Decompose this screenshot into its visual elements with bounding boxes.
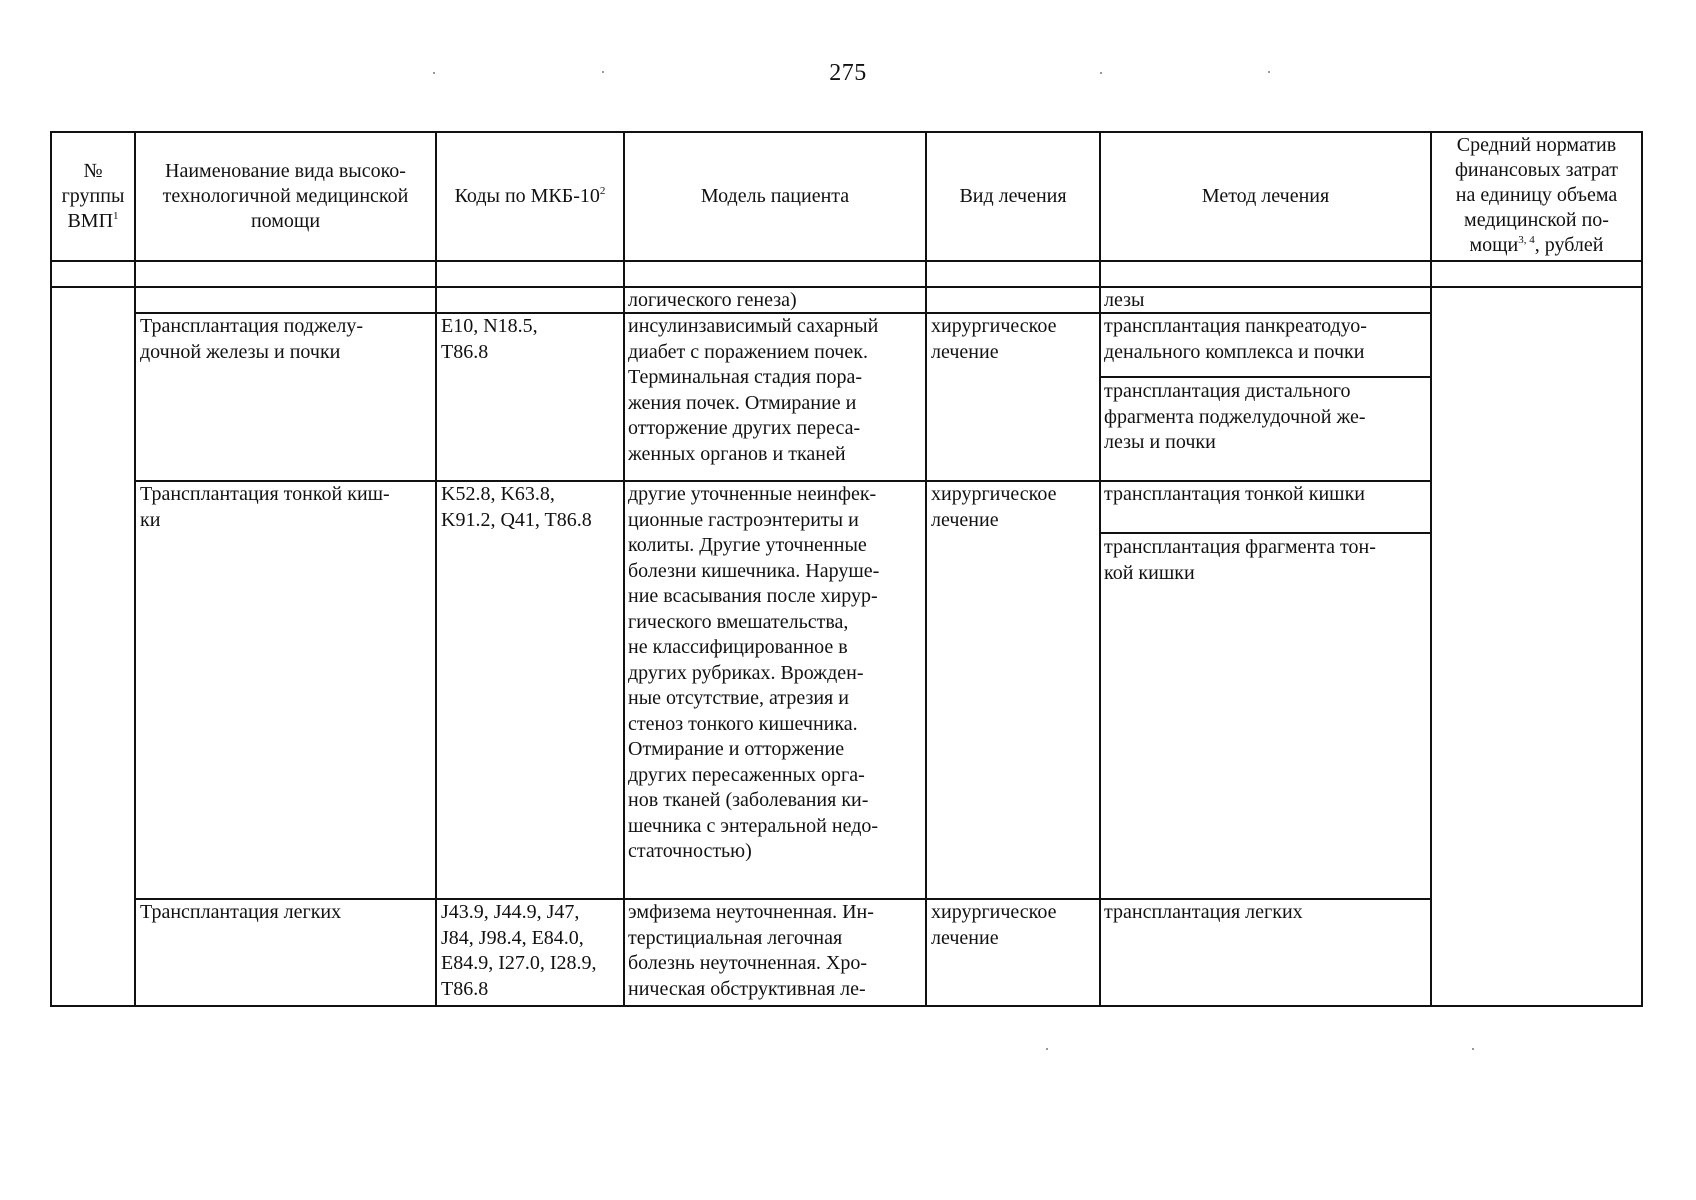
row-care-name: Трансплантация поджелу- дочной железы и почки <box>140 315 364 363</box>
row-treatment-type: хирургическое лечение <box>931 483 1057 531</box>
row-icd-codes: J43.9, J44.9, J47, J84, J98.4, E84.0, E84.9, I27.0, I28.9, T86.8 <box>441 901 597 1000</box>
table-border-right <box>1641 131 1643 1007</box>
header-care-type: Наименование вида высоко- технологичной медицинской помощи <box>162 160 409 232</box>
row-method: трансплантация тонкой кишки <box>1104 483 1365 505</box>
row-method: трансплантация фрагмента тон- кой кишки <box>1104 536 1376 584</box>
col-border <box>50 131 52 1007</box>
page-number: 275 <box>829 60 867 86</box>
header-treatment-type: Вид лечения <box>959 185 1067 207</box>
table-border-bottom <box>50 1005 1643 1007</box>
method-divider <box>1099 532 1430 534</box>
row-patient-model: эмфизема неуточненная. Ин- терстициальная легочная болезнь неуточненная. Хро- ническая обструктивная ле- <box>628 901 874 1000</box>
col-border <box>435 131 437 1007</box>
header-patient-model: Модель пациента <box>700 185 850 207</box>
row-patient-model: другие уточненные неинфек- ционные гастроэнтериты и колиты. Другие уточненные болезни кишечника. Наруше- ние всасывания после хирур- гического вмешательства, не классифицированное в других рубриках. Врожден- ные отсутствие, атрезия и стеноз тонкого кишечника. Отмирание и отторжение других пересаженных орга- нов тканей (заболевания ки- шечника с энтеральной недо- статочностью) <box>628 483 880 862</box>
row-care-name: Трансплантация тонкой киш- ки <box>140 483 390 531</box>
row-icd-codes: K52.8, K63.8, K91.2, Q41, T86.8 <box>441 483 592 531</box>
header-treatment-method: Метод лечения <box>1201 185 1330 207</box>
header-divider <box>50 260 1643 262</box>
header-cost-standard: Средний норматив финансовых затрат на единицу объема медицинской по- мощи$^{3, 4}$, рублей <box>1454 134 1619 256</box>
row-patient-model: инсулинзависимый сахарный диабет с поражением почек. Терминальная стадия пора- жения почек. Отмирание и отторжение других переса- женных органов и тканей <box>628 315 879 465</box>
header-icd-codes: Коды по МКБ-$10^2$ <box>454 185 606 207</box>
continuation-method: лезы <box>1104 289 1145 311</box>
method-divider <box>1099 376 1430 378</box>
row-treatment-type: хирургическое лечение <box>931 315 1057 363</box>
row-icd-codes: E10, N18.5, T86.8 <box>441 315 538 363</box>
continuation-model: логического генеза) <box>628 289 797 311</box>
header-group-number: № группы ВМП$^1$ <box>61 160 125 232</box>
col-border <box>134 131 136 1007</box>
row-method: трансплантация панкреатодуо- денального комплекса и почки <box>1104 315 1367 363</box>
col-border <box>1099 131 1101 1007</box>
row-method: трансплантация дистального фрагмента поджелудочной же- лезы и почки <box>1104 380 1366 453</box>
row-method: трансплантация легких <box>1104 901 1303 923</box>
row-care-name: Трансплантация легких <box>140 901 342 923</box>
col-border <box>623 131 625 1007</box>
col-border <box>925 131 927 1007</box>
row-treatment-type: хирургическое лечение <box>931 901 1057 949</box>
col-border <box>1430 131 1432 1007</box>
